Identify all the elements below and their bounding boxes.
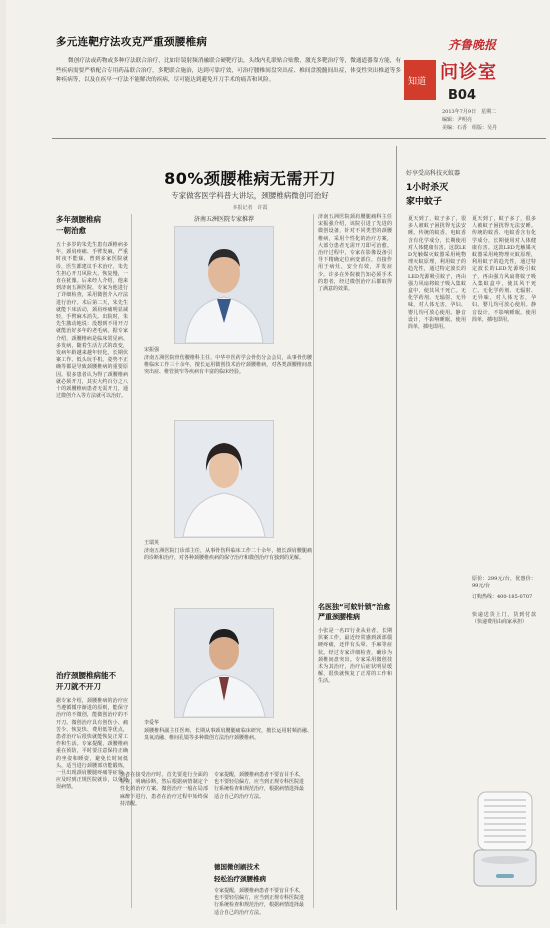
top-article-headline: 多元连靶疗法攻克严重颈腰椎病 — [56, 36, 208, 48]
header-rule — [52, 138, 546, 139]
sidebar-body: 夏天到了，蚊子多了，很多人被蚊子困扰得无法安睡。传统的蚊香、电蚊香含有化学成分，长期使用对人体健康有害。这款LED光触媒灭蚊器采用纯物理灭蚊原理，利用蚊子的趋光性，通过特定波长的LED光源吸引蚊子，再由强力风扇将蚊子吸入集蚊盒中，使其风干死亡。无化学药剂、无辐射、无异味，对人体无害，孕妇、婴儿均可放心使用。静音设计，不影响睡眠。使用简单，插电即用。 — [408, 216, 466, 331]
sidebar-divider — [396, 146, 397, 910]
doctor-3-name: 李爱华 — [144, 720, 160, 726]
hotline: 订购热线：400-185-0707 — [472, 594, 533, 600]
col3-subsection-body: 小张是一名IT行业从业者，长期伏案工作，最近经常感到颈部僵硬疼痛，还伴有头晕、手麻等症状。经过专家详细检查，确诊为颈椎间盘突出。专家采用微创技术为其治疗，治疗后症状明显缓解，很快就恢复了正常的工作和生活。 — [318, 628, 392, 685]
doctor-2-desc: 济南五洲医院门诊部主任，从事骨伤科临床工作二十余年，擅长颈肩腰腿痛的诊断和治疗，对各种颈腰椎疾病的保守治疗和微创治疗有独到的见解。 — [144, 548, 312, 561]
hospital-caption: 济南五洲医院专家推荐 — [193, 216, 254, 223]
main-subhead: 专家做客医学科普大讲坛，颈腰椎病微创可治好 — [171, 191, 329, 200]
top-article — [56, 34, 401, 130]
column-3 — [318, 214, 392, 888]
doctor-1-desc: 济南五洲医院骨伤腰椎科主任，中华中医药学会骨伤分会会员，从事骨伤腰椎临床工作三十余年，擅长运用微创技术治疗颈腰椎病，对各类颈腰椎间盘突出症、椎管狭窄等疾病有丰富的临床经验。 — [144, 355, 312, 375]
section2-title: 治疗颈腰椎病能不开刀就不开刀 — [56, 671, 116, 691]
delivery-note: 快递送货上门，货到付款（快递费用由商家承担） — [472, 612, 536, 626]
issue-date: 2013年7月9日 星期二 — [442, 109, 497, 115]
col3-text: 济南五洲医院颈肩腰腿痛科主任宋振强介绍，该院引进了先进的微创设备，针对不同类型的颈腰椎病，采用个性化的治疗方案，大部分患者无需开刀即可治愈。治疗过程中，专家在影像设备引导下精确定位病变部位，直接作用于病灶，安全有效，并发症少。许多在外院被告知必须手术的患者，经过微创治疗后都取得了满意的效果。 — [318, 214, 392, 293]
main-headline: 80%颈腰椎病无需开刀 — [164, 169, 336, 188]
tag-text: 知道 — [408, 77, 427, 87]
col1-text-b: 据专家介绍，颈腰椎病的治疗应当遵循循序渐进的原则，能保守治疗的不微创，能微创治疗的不开刀。微创治疗具有创伤小、痛苦少、恢复快、费用低等优点，患者治疗后很快就能恢复正常工作和生活。专家提醒，颈腰椎病重在预防，平时要注意保持正确的坐姿和睡姿，避免长时间低头，适当进行颈腰部功能锻炼，一旦出现颈肩腰腿疼痛等症状，应及时到正规医院就诊，以免延误病情。 — [56, 698, 128, 791]
col1-text-a: 五十多岁的朱先生患有颈椎病多年，颈肩疼痛、手臂发麻，严重时夜不能寐，曾到多家医院就诊，医生都建议手术治疗。朱先生担心开刀风险大、恢复慢，一直在犹豫。后来经人介绍，他来到济南五洲医院，专家为他进行了详细检查，采用微创介入疗法进行治疗。术后第二天，朱先生就能下床活动，颈肩疼痛明显减轻，手臂麻木消失。出院时，朱先生激动地说：没想到不用开刀就能治好多年的老毛病。据专家介绍，颈腰椎病是临床常见病、多发病，随着生活方式的改变，发病年龄越来越年轻化。长期伏案工作、低头玩手机、姿势不正确等都是导致颈腰椎病的重要原因。很多患者认为得了颈腰椎病就必须开刀，其实大约百分之八十的颈腰椎病患者无需开刀，通过微创介入等方法就可以治好。 — [56, 242, 128, 400]
editor-line: 编辑：尹明亮 — [442, 117, 473, 123]
col-mid-bottom-extra: 专家提醒，颈腰椎病患者不要盲目手术，也不要轻信偏方，应当到正规专科医院进行系统检查和规范治疗，根据病情选择最适合自己的治疗方法。 — [214, 888, 305, 916]
design-line: 美编：石香 组版：吴丹 — [442, 125, 498, 131]
doctor-feature — [136, 214, 312, 741]
masthead — [404, 28, 544, 138]
doctor-2-name: 王瑞英 — [144, 540, 160, 546]
sidebar-body-2: 夏天到了，蚊子多了，很多人被蚊子困扰得无法安睡。传统的蚊香、电蚊香含有化学成分，长期使用对人体健康有害。这款LED光触媒灭蚊器采用纯物理灭蚊原理，利用蚊子的趋光性，通过特定波长的LED光源吸引蚊子，再由强力风扇将蚊子吸入集蚊盒中，使其风干死亡。无化学药剂、无辐射、无异味，对人体无害，孕妇、婴儿均可放心使用。静音设计，不影响睡眠。使用简单，插电即用。 — [472, 216, 536, 323]
doctor-photo-3 — [174, 608, 274, 718]
subtitle-b: 轻松治疗颈腰椎病 — [214, 875, 266, 883]
doctor-photo-1 — [174, 226, 274, 344]
subtitle-a: 德国微创刷技术 — [214, 863, 260, 871]
sidebar-kicker: 好享受高科技灭蚊器 — [406, 170, 461, 177]
doctor-1-name: 宋振强 — [144, 347, 160, 353]
sidebar-headline-2: 家中蚊子 — [406, 197, 443, 207]
byline: 本报记者 许霞 — [232, 205, 268, 211]
corner-mark — [0, 0, 6, 924]
column-1 — [56, 214, 128, 928]
section1-title: 多年颈腰椎病一朝治愈 — [56, 215, 101, 235]
sidebar-subsection-title: 名医独“可蚊针锁”治愈严重颈腰椎病 — [318, 603, 391, 621]
price-note: 原价：299元/台，优惠价：99元/台 — [472, 576, 536, 590]
col2-bottom-text: 患者在接受治疗时，首先要进行全面的检查，明确诊断，然后根据病情制定个性化的治疗方案。微创治疗一般在局部麻醉下进行，患者在治疗过程中始终保持清醒。 — [120, 772, 208, 807]
sidebar-headline-1: 1小时杀灭 — [406, 183, 449, 193]
doctor-photo-2 — [174, 420, 274, 538]
page-number: B04 — [448, 88, 476, 103]
paper-name: 齐鲁晚报 — [448, 38, 497, 52]
col-divider-2 — [313, 214, 314, 908]
mosquito-killer-image — [470, 778, 540, 906]
doctor-3-desc: 颈腰椎科副主任医师，长期从事颈肩腰腿痛临床研究，擅长运用射频消融、臭氧消融、椎间孔镜等多种微创方法治疗颈腰椎病。 — [144, 728, 312, 741]
col-mid-bottom-text: 专家提醒，颈腰椎病患者不要盲目手术，也不要轻信偏方，应当到正规专科医院进行系统检查和规范治疗，根据病情选择最适合自己的治疗方法。 — [214, 772, 305, 800]
sidebar-ad — [400, 146, 544, 908]
column-title: 问诊室 — [440, 62, 497, 83]
top-article-body: 微创疗法或药物或多种疗法联合治疗，比如针镜射频消融联合硬靶疗法，头线内孔联贴合贴敷，激光多靶治疗等，微通道器靠方能，有些疾病需要严格配合专用药品联合治疗，多靶联合施治，达到可靠疗效，可治疗腰椎间盘突出症、椎间盘脱髓间出症，体变性突出椎道等多种疾病等，以及在疾早一疗法不能解决的疾病，尽可能达到避免开刀手术的痛苦和风险。 — [56, 58, 401, 84]
